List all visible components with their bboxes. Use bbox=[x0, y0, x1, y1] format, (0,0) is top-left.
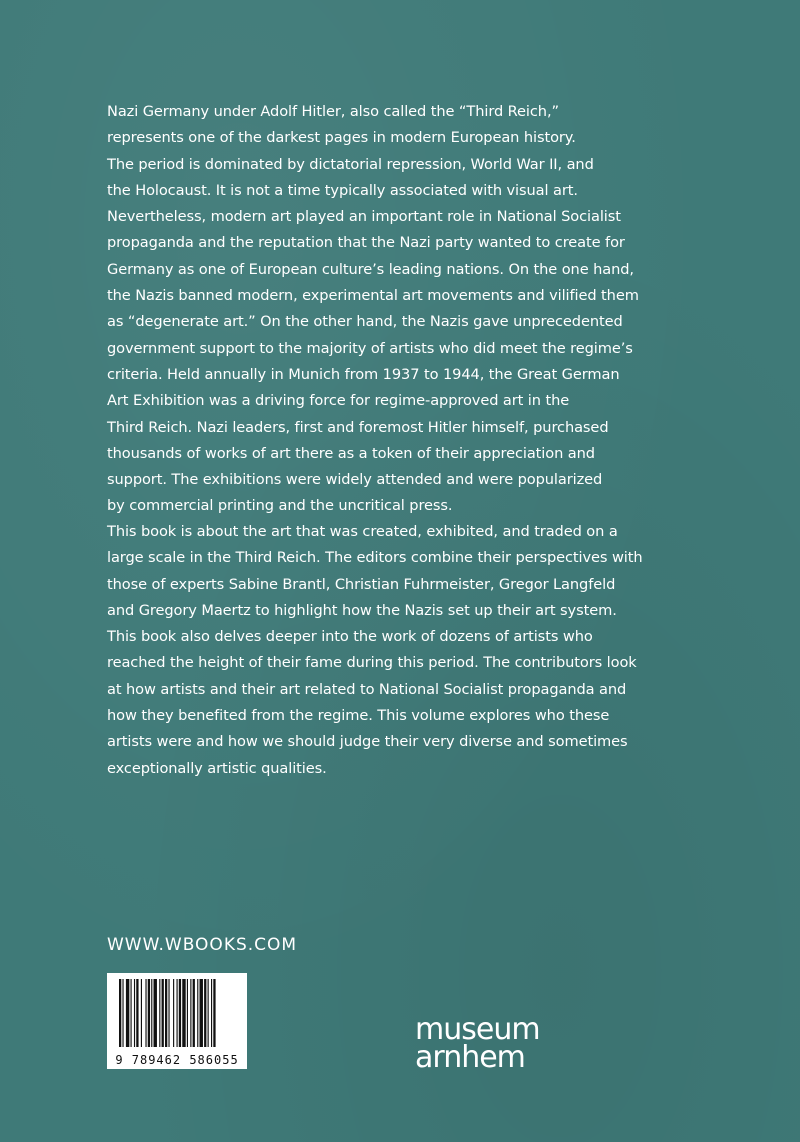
logo-line-1: museum bbox=[415, 1012, 540, 1047]
barcode-bar bbox=[173, 979, 174, 1047]
blurb-line: the Holocaust. It is not a time typically associated with visual art. bbox=[107, 181, 578, 199]
barcode-bar bbox=[119, 979, 121, 1047]
blurb-paragraph-1 bbox=[107, 99, 747, 520]
blurb-line: thousands of works of art there as a token of their appreciation and bbox=[107, 444, 595, 462]
barcode-bar bbox=[131, 979, 132, 1047]
barcode-bar bbox=[211, 979, 212, 1047]
barcode-bar bbox=[134, 979, 135, 1047]
blurb-line: how they benefited from the regime. This volume explores who these bbox=[107, 707, 610, 725]
blurb-line: by commercial printing and the uncritical press. bbox=[107, 497, 453, 515]
blurb-line: at how artists and their art related to National Socialist propaganda and bbox=[107, 680, 627, 698]
blurb-line: Germany as one of European culture’s leading nations. On the one hand, bbox=[107, 260, 634, 278]
blurb-line: as “degenerate art.” On the other hand, the Nazis gave unprecedented bbox=[107, 313, 623, 331]
blurb-line: artists were and how we should judge their very diverse and sometimes bbox=[107, 733, 628, 751]
barcode-bar bbox=[177, 979, 178, 1047]
blurb-line: Nazi Germany under Adolf Hitler, also called the “Third Reich,” bbox=[107, 103, 559, 120]
barcode-bar bbox=[193, 979, 195, 1047]
blurb-line: This book also delves deeper into the work of dozens of artists who bbox=[107, 628, 593, 646]
barcode-bar bbox=[148, 979, 150, 1047]
blurb-line: Third Reich. Nazi leaders, first and foremost Hitler himself, purchased bbox=[107, 418, 609, 436]
barcode-bar bbox=[179, 979, 181, 1047]
blurb-line: those of experts Sabine Brantl, Christian Fuhrmeister, Gregor Langfeld bbox=[107, 575, 616, 593]
barcode-bar bbox=[136, 979, 138, 1047]
blurb-line: represents one of the darkest pages in modern European history. bbox=[107, 129, 576, 147]
isbn-barcode bbox=[107, 973, 247, 1069]
barcode-bar bbox=[151, 979, 152, 1047]
blurb-line: large scale in the Third Reich. The editors combine their perspectives with bbox=[107, 549, 643, 567]
blurb-line: support. The exhibitions were widely attended and were popularized bbox=[107, 471, 603, 489]
blurb-line: Art Exhibition was a driving force for regime-approved art in the bbox=[107, 392, 570, 410]
barcode-bar bbox=[159, 979, 160, 1047]
barcode-bar bbox=[200, 979, 203, 1047]
blurb-line: Nevertheless, modern art played an important role in National Socialist bbox=[107, 208, 621, 226]
barcode-bar bbox=[190, 979, 191, 1047]
logo-line-2: arnhem bbox=[415, 1040, 525, 1075]
barcode-bar bbox=[197, 979, 198, 1047]
blurb-line: The period is dominated by dictatorial repression, World War II, and bbox=[107, 155, 594, 173]
blurb-line: propaganda and the reputation that the Nazi party wanted to create for bbox=[107, 234, 625, 252]
barcode-bar bbox=[165, 979, 167, 1047]
barcode-bar bbox=[204, 979, 206, 1047]
barcode-bar bbox=[154, 979, 157, 1047]
blurb-line: This book is about the art that was created, exhibited, and traded on a bbox=[107, 523, 618, 540]
barcode-bar bbox=[122, 979, 123, 1047]
barcode-bar bbox=[145, 979, 146, 1047]
barcode-bar bbox=[208, 979, 209, 1047]
blurb-line: and Gregory Maertz to highlight how the Nazis set up their art system. bbox=[107, 601, 617, 619]
blurb-line: reached the height of their fame during this period. The contributors look bbox=[107, 654, 637, 672]
blurb-line: exceptionally artistic qualities. bbox=[107, 759, 327, 777]
barcode-bar bbox=[213, 979, 215, 1047]
barcode-bars bbox=[107, 973, 247, 1053]
barcode-bar bbox=[187, 979, 188, 1047]
blurb-line: the Nazis banned modern, experimental art movements and vilified them bbox=[107, 287, 639, 305]
publisher-website[interactable]: WWW.WBOOKS.COM bbox=[107, 935, 298, 955]
barcode-bar bbox=[141, 979, 142, 1047]
blurb-paragraph-2 bbox=[107, 519, 747, 782]
blurb-line: government support to the majority of artists who did meet the regime’s bbox=[107, 339, 633, 357]
barcode-bar bbox=[162, 979, 164, 1047]
barcode-bar bbox=[182, 979, 185, 1047]
museum-arnhem-logo bbox=[415, 1012, 540, 1075]
barcode-number: 9 789462 586055 bbox=[115, 1053, 239, 1067]
blurb-line: criteria. Held annually in Munich from 1937 to 1944, the Great German bbox=[107, 365, 620, 383]
barcode-bar bbox=[126, 979, 129, 1047]
barcode-bar bbox=[168, 979, 169, 1047]
